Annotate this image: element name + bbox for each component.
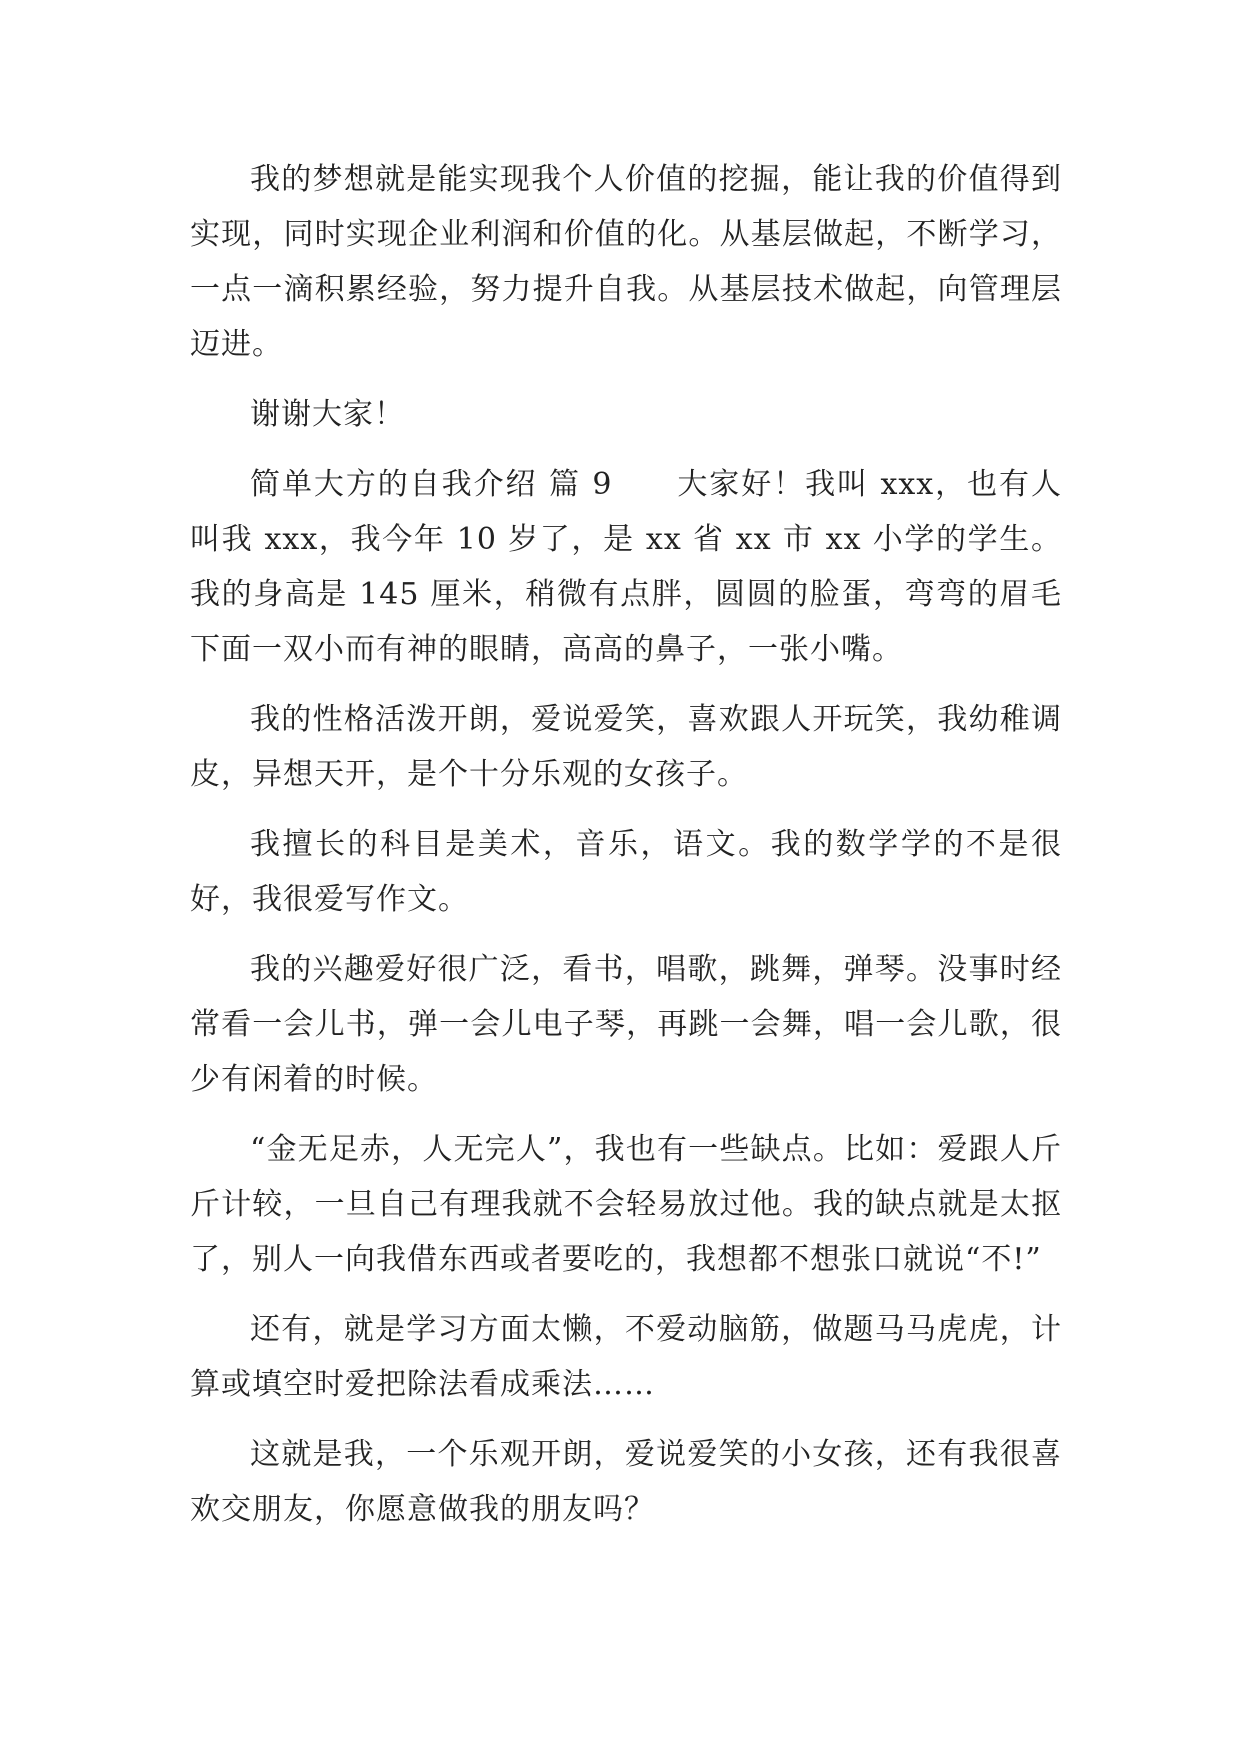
- paragraph-dream: 我的梦想就是能实现我个人价值的挖掘，能让我的价值得到实现，同时实现企业利润和价值的化。从基层做起，不断学习，一点一滴积累经验，努力提升自我。从基层技术做起，向管理层迈进。: [190, 162, 1062, 362]
- paragraph-subjects: 我擅长的科目是美术，音乐，语文。我的数学学的不是很好，我很爱写作文。: [190, 827, 1062, 917]
- paragraph-intro: 简单大方的自我介绍 篇 9 大家好！我叫 xxx，也有人叫我 xxx，我今年 10 岁了，是 xx 省 xx 市 xx 小学的学生。我的身高是 145 厘米，稍微有点胖，圆圆的脸蛋，弯弯的眉毛下面一双小而有神的眼睛，高高的鼻子，一张小嘴。: [190, 467, 1062, 667]
- paragraph-hobbies: 我的兴趣爱好很广泛，看书，唱歌，跳舞，弹琴。没事时经常看一会儿书，弹一会儿电子琴，再跳一会舞，唱一会儿歌，很少有闲着的时候。: [190, 952, 1062, 1097]
- paragraph-shortcomings: “金无足赤，人无完人”，我也有一些缺点。比如：爱跟人斤斤计较，一旦自己有理我就不会轻易放过他。我的缺点就是太抠了，别人一向我借东西或者要吃的，我想都不想张口就说“不!”: [190, 1132, 1062, 1277]
- paragraph-study-habits: 还有，就是学习方面太懒，不爱动脑筋，做题马马虎虎，计算或填空时爱把除法看成乘法……: [190, 1312, 1062, 1402]
- document-body: [190, 152, 1062, 1537]
- paragraph-closing: 这就是我，一个乐观开朗，爱说爱笑的小女孩，还有我很喜欢交朋友，你愿意做我的朋友吗？: [190, 1437, 1062, 1527]
- paragraph-thanks: 谢谢大家！: [250, 397, 405, 432]
- paragraph-personality: 我的性格活泼开朗，爱说爱笑，喜欢跟人开玩笑，我幼稚调皮，异想天开，是个十分乐观的女孩子。: [190, 702, 1062, 792]
